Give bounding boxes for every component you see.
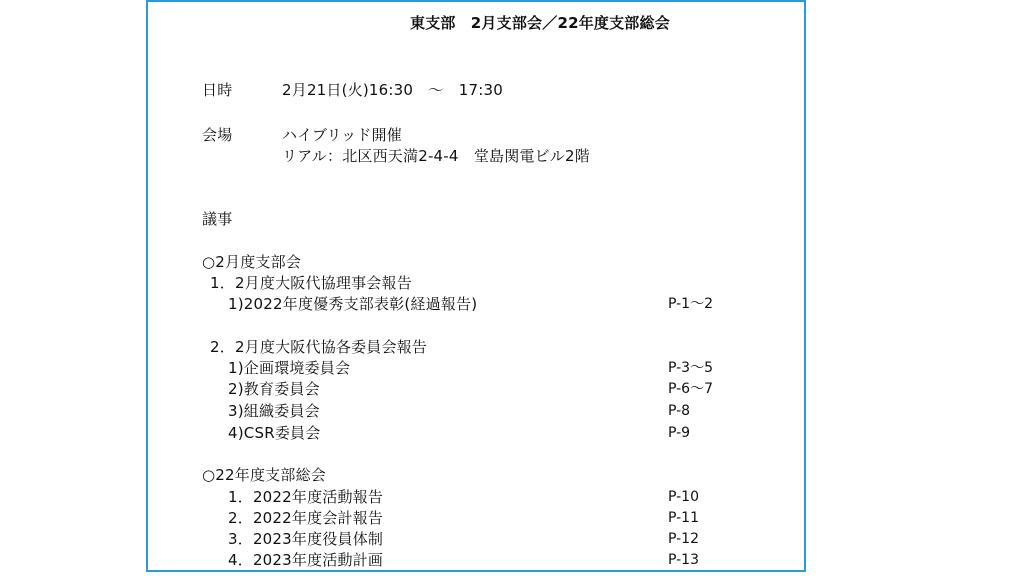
section1-item2-sub4-page: P-9 — [668, 425, 691, 441]
section1-item2-sub2-page: P-6～7 — [668, 381, 714, 397]
section1-item1: 1．2月度大阪代協理事会報告 — [210, 274, 412, 292]
section2-item1-page: P-10 — [668, 489, 700, 505]
section1-item2-sub3-page: P-8 — [668, 403, 691, 419]
section2-item2: 2．2022年度会計報告 — [228, 509, 384, 527]
section1-item2-sub4: 4)CSR委員会 — [228, 424, 321, 442]
section1-item2-sub2: 2)教育委員会 — [228, 380, 320, 398]
section1-item2-sub1: 1)企画環境委員会 — [228, 359, 351, 377]
section1-heading: ○2月度支部会 — [202, 253, 302, 271]
datetime-label: 日時 — [202, 81, 233, 99]
section2-item4: 4．2023年度活動計画 — [228, 551, 384, 569]
section2-item2-page: P-11 — [668, 510, 700, 526]
section2-item1: 1．2022年度活動報告 — [228, 488, 384, 506]
venue-line-2: リアル：北区西天満2-4-4 堂島関電ビル2階 — [282, 147, 591, 165]
document-title: 東支部 2月支部会／22年度支部総会 — [410, 14, 670, 32]
section1-item1-sub1: 1)2022年度優秀支部表彰(経過報告) — [228, 295, 478, 313]
section1-item1-sub1-page: P-1～2 — [668, 296, 714, 312]
meeting-agenda-document — [148, 2, 804, 570]
section2-heading: ○22年度支部総会 — [202, 466, 326, 484]
section1-item2-sub1-page: P-3～5 — [668, 360, 714, 376]
section1-item2-sub3: 3)組織委員会 — [228, 402, 320, 420]
section2-item3-page: P-12 — [668, 531, 700, 547]
section2-item3: 3．2023年度役員体制 — [228, 530, 384, 548]
venue-line-1: ハイブリッド開催 — [282, 126, 402, 144]
agenda-heading: 議事 — [202, 210, 233, 228]
venue-label: 会場 — [202, 126, 233, 144]
section2-item4-page: P-13 — [668, 552, 700, 568]
datetime-value: 2月21日(火)16:30 ～ 17:30 — [282, 81, 503, 99]
section1-item2: 2．2月度大阪代協各委員会報告 — [210, 338, 428, 356]
document-frame — [146, 0, 806, 572]
